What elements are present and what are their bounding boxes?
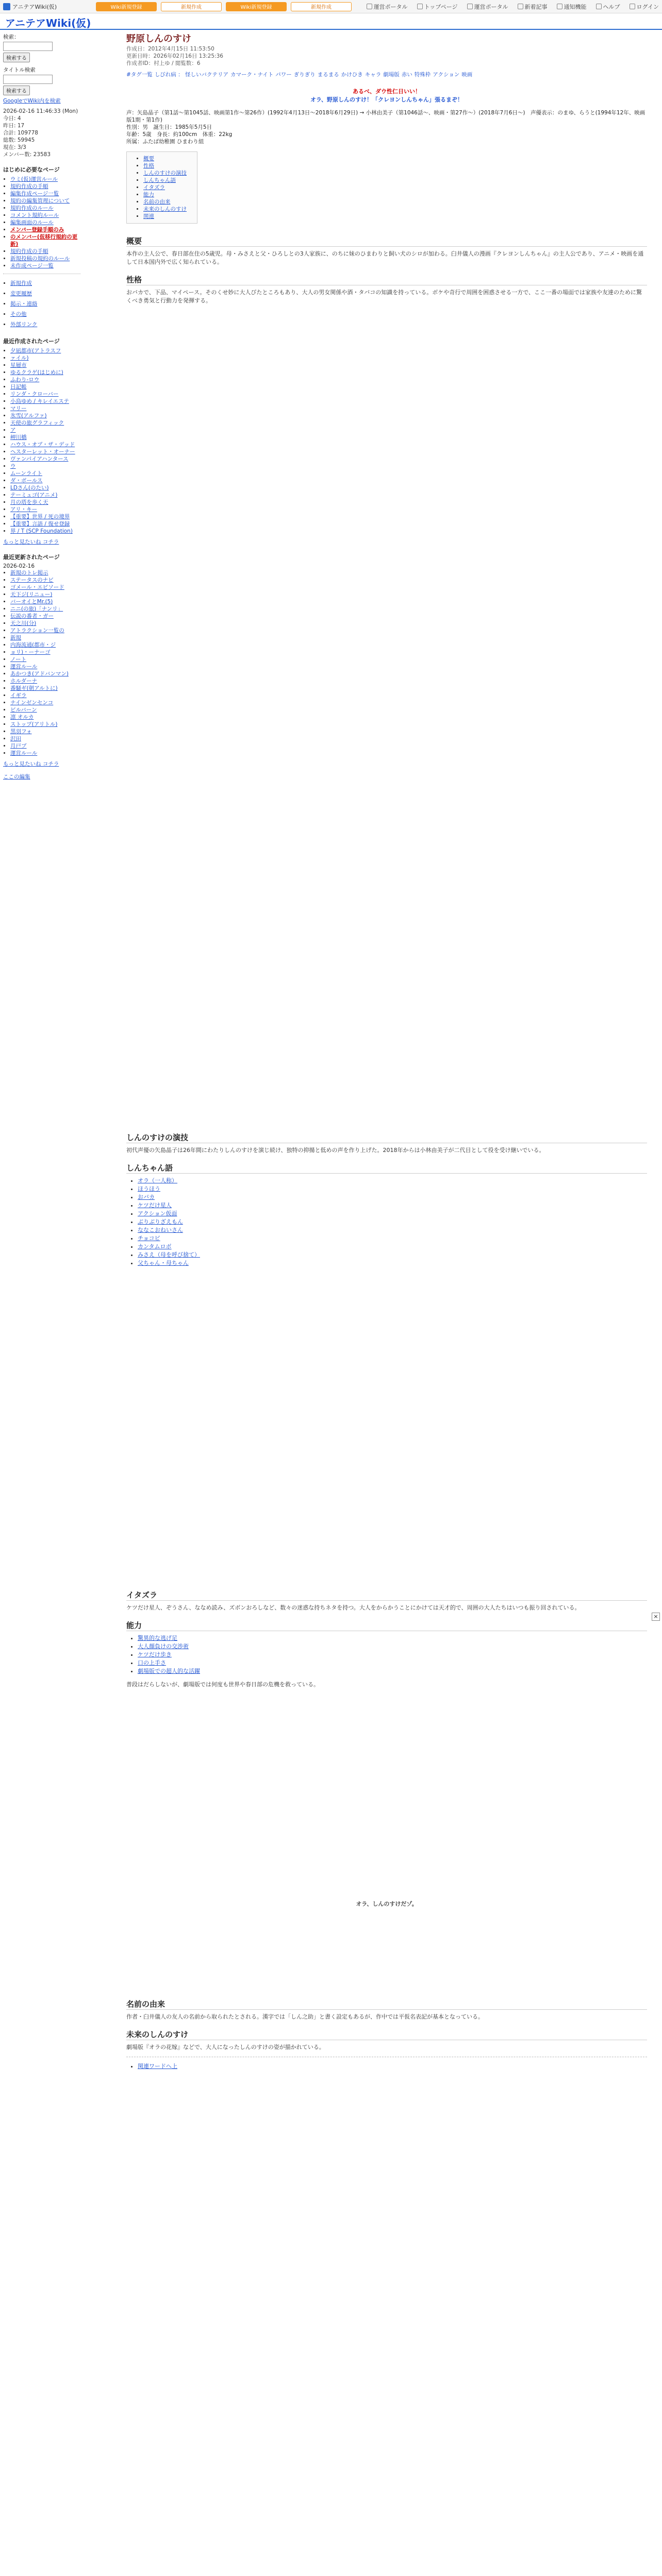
- menu-list: [3, 278, 80, 330]
- recent-created-list: [3, 347, 80, 535]
- notice-blue: オラ、野原しんのすけ！「クレヨンしんちゃん」張るまぞ！: [310, 96, 464, 103]
- section-heading-personality: 性格: [126, 276, 647, 285]
- recent-updated-link[interactable]: 運営ルール: [10, 664, 38, 670]
- portal-icon: [467, 4, 473, 9]
- lang-item[interactable]: おバカ: [138, 1194, 155, 1200]
- side-heading-recent-created: 最近作成されたページ: [3, 338, 60, 345]
- more-recent-updated-link[interactable]: もっと見たいね コチラ: [3, 761, 59, 767]
- lang-item[interactable]: 父ちゃん・母ちゃん: [138, 1260, 189, 1266]
- character-info: [126, 109, 647, 145]
- tag-link[interactable]: アクション: [433, 72, 460, 78]
- section-heading-lang: しんちゃん語: [126, 1164, 647, 1174]
- body-spacer-2: [126, 1273, 647, 1582]
- recent-updated-link[interactable]: 天之川(分): [10, 620, 37, 626]
- tag-link[interactable]: 映画: [461, 72, 473, 78]
- ability-item[interactable]: ケツだけ歩き: [138, 1651, 172, 1658]
- recent-updated-link[interactable]: ゴメール・エピソード: [10, 584, 64, 590]
- recent-updated-link[interactable]: 沢田: [10, 736, 21, 742]
- stat-date: 2026-02-16 11:46:33 (Mon): [3, 108, 78, 114]
- recent-created-link[interactable]: ゆるクラゲ(はじめに): [10, 369, 63, 376]
- tag-link[interactable]: #タグ一覧: [126, 72, 153, 78]
- nav-new[interactable]: 新着記事: [518, 3, 548, 11]
- promo-create-button-2[interactable]: 新規作成: [291, 2, 352, 11]
- prank-text: ケツだけ星人、ぞうさん、ななめ読み、ズボンおろしなど、数々の迷惑な持ちネタを持つ。大人をからかうことにかけては天才的で、周囲の大人たちはいつも振り回されている。: [126, 1604, 581, 1611]
- section-heading-overview: 概要: [126, 237, 647, 247]
- section-heading-name: 名前の由来: [126, 2000, 647, 2010]
- body-spacer-3: [126, 1694, 647, 1890]
- tag-link[interactable]: 赤い: [401, 72, 412, 78]
- start-link[interactable]: コメント規約ルール: [10, 212, 59, 218]
- tag-link[interactable]: まるまる: [317, 72, 339, 78]
- recent-created-link[interactable]: 夕凪都市(アトラスフ: [10, 348, 61, 354]
- recent-created-link[interactable]: ハウス・オブ・ザ・デッド: [10, 442, 75, 448]
- nav-top[interactable]: トップページ: [417, 3, 458, 11]
- stat-today: 今日: 4: [3, 115, 21, 122]
- recent-updated-link[interactable]: バーオイとMr.(5): [10, 599, 53, 605]
- recent-created-link[interactable]: 【重要】世界 / 死の境界: [10, 514, 70, 520]
- tag-link[interactable]: パワー: [275, 72, 292, 78]
- nav-portal[interactable]: 運営ポータル: [367, 3, 408, 11]
- recent-created-link[interactable]: 月の塔を歩く天: [10, 499, 48, 505]
- recent-updated-link[interactable]: ョリ)・ーナーゴ: [10, 649, 51, 655]
- toc-link[interactable]: 性格: [143, 163, 154, 169]
- tag-list: [126, 71, 647, 78]
- toc-link[interactable]: しんのすけの演技: [143, 170, 187, 176]
- more-recent-created-link[interactable]: もっと見たいね コチラ: [3, 539, 59, 545]
- created-date: 作成日：2012年4月15日 11:53:50: [126, 46, 214, 52]
- start-link[interactable]: 新規投稿の規約のルール: [10, 256, 70, 262]
- recent-created-link[interactable]: 氷雪(アルファ): [10, 413, 47, 419]
- toc-link[interactable]: 未来のしんのすけ: [143, 206, 187, 212]
- recent-date: 2026-02-16: [3, 563, 35, 569]
- start-link[interactable]: 規約作成の手順: [10, 183, 48, 190]
- promo-signup-button[interactable]: Wiki新規登録: [96, 2, 157, 11]
- start-link[interactable]: 編集作成ページ一覧: [10, 191, 59, 197]
- search-label: 検索：: [3, 34, 20, 40]
- portal-icon: [367, 4, 372, 9]
- voice-actor-info: 声：矢島晶子（第1話～第1045話、映画第1作～第26作）(1992年4月13日～2018年6月29日) → 小林由美子（第1046話～、映画・第27作～）(2018年7月6日～) 声優表示：のまゆ、らうと(1994年12年、映画版1期・第1作): [126, 110, 646, 123]
- section-heading-acting: しんのすけの演技: [126, 1133, 647, 1143]
- recent-updated-link[interactable]: 内海流通(都市・ジ: [10, 642, 56, 648]
- recent-updated-list: [3, 569, 80, 757]
- recent-updated-link[interactable]: 新規のトレ掲示: [10, 570, 48, 576]
- start-link-important[interactable]: のメンバー(仮移行規約の更新): [10, 234, 78, 247]
- lang-item[interactable]: ほうほう: [138, 1185, 160, 1192]
- brand-name: アニテアWiki(仮): [12, 3, 57, 10]
- lang-item[interactable]: カンタムロボ: [138, 1243, 172, 1250]
- top-bar: [0, 0, 662, 13]
- toc-link[interactable]: 概要: [143, 156, 154, 162]
- overview-text: 本作の主人公で、春日部在住の5歳児。母・みさえと父・ひろしとの3人家族に、のちに妹のひまわりと飼い犬のシロが加わる。臼井儀人の漫画『クレヨンしんちゃん』の主人公であり、アニメ・映画を通して日本国内外で広く知られている。: [126, 250, 644, 265]
- recent-created-link[interactable]: 天使の旅グラフィック: [10, 420, 64, 426]
- recent-created-link[interactable]: 岬川橋: [10, 434, 27, 440]
- recent-created-link[interactable]: ふわり-ロウ: [10, 377, 40, 383]
- menu-item-board[interactable]: 掲示・連絡: [10, 301, 38, 307]
- recent-updated-link[interactable]: ニニ(の旅)「ナンリ」: [10, 606, 63, 612]
- google-search-link[interactable]: GoogleでWiki内を検索: [3, 98, 61, 104]
- start-link[interactable]: 未作成ページ一覧: [10, 263, 54, 269]
- recent-created-link[interactable]: 小鳥ゆめ / キレイエステ: [10, 398, 69, 404]
- site-title[interactable]: アニテアWiki(仮): [0, 13, 662, 30]
- recent-created-link[interactable]: ヴァンパイアハンタース: [10, 456, 69, 462]
- title-search-label: タイトル検索: [3, 67, 36, 73]
- nav-help[interactable]: ヘルプ: [596, 3, 620, 11]
- ability-item[interactable]: 大人顔負けの交渉術: [138, 1643, 189, 1650]
- ability-item[interactable]: 驚異的な逃げ足: [138, 1635, 177, 1641]
- tag-link[interactable]: しびれ病 ： 怪しいバクテリア: [154, 72, 228, 78]
- start-link[interactable]: ウミ(仮)運営ルール: [10, 176, 58, 182]
- recent-updated-link[interactable]: ナインゼンセンコ: [10, 700, 54, 706]
- affiliation: 所属：ふたば幼稚園 ひまわり組: [126, 139, 204, 145]
- nav-login[interactable]: ログイン: [630, 3, 659, 11]
- title-search-button[interactable]: 検索する: [3, 86, 30, 95]
- name-text: 作者・臼井儀人の友人の名前から取られたとされる。漢字では「しん之助」と書く設定もあるが、作中では平仮名表記が基本となっている。: [126, 2013, 484, 2020]
- future-text: 劇場版『オラの花嫁』などで、大人になったしんのすけの姿が描かれている。: [126, 2044, 325, 2050]
- recent-created-link[interactable]: アリ・キー: [10, 506, 38, 513]
- recent-created-link[interactable]: ダ・ボールス: [10, 478, 43, 484]
- start-link-important[interactable]: メンバー登録手順のみ: [10, 227, 64, 233]
- recent-updated-link[interactable]: あかつき(アドバンマン): [10, 671, 69, 677]
- nav-notify[interactable]: 通知機能: [557, 3, 587, 11]
- recent-updated-link[interactable]: 月戸ブ: [10, 743, 27, 749]
- recent-created-link[interactable]: リンダ・クローバー: [10, 391, 59, 397]
- recent-updated-link[interactable]: イギラ: [10, 692, 27, 699]
- lang-item[interactable]: ななこおねいさん: [138, 1227, 183, 1233]
- recent-created-link[interactable]: 日記帳: [10, 384, 27, 390]
- lang-list: [126, 1177, 647, 1267]
- start-link[interactable]: 規約作成のルール: [10, 205, 54, 211]
- table-of-contents: [126, 151, 197, 224]
- lang-item[interactable]: オラ（一人称）: [138, 1177, 177, 1184]
- notice-red: あるべ、ダウ性仁日いい！: [353, 88, 421, 95]
- promo-create-button[interactable]: 新規作成: [161, 2, 222, 11]
- side-heading-start: はじめに必要なページ: [3, 166, 60, 173]
- tag-link[interactable]: 劇場版: [383, 72, 400, 78]
- body-spacer-4: [126, 1919, 647, 1991]
- ability-item[interactable]: 劇場版での超人的な活躍: [138, 1668, 200, 1674]
- recent-updated-link[interactable]: ビルバーン: [10, 707, 37, 713]
- recent-created-link[interactable]: テーミュゴ(アニメ): [10, 492, 58, 498]
- brand[interactable]: [3, 3, 91, 11]
- menu-item-other[interactable]: その他: [10, 311, 27, 317]
- side-heading-recent-updated: 最近更新されたページ: [3, 554, 60, 561]
- stat-total: 合計: 109778: [3, 130, 38, 136]
- recent-updated-link[interactable]: ノート: [10, 656, 27, 663]
- intro-notice: [232, 88, 541, 104]
- recent-created-link[interactable]: LDさん(のたい): [10, 485, 49, 491]
- stat-members: メンバー数: 23583: [3, 151, 51, 158]
- stat-pages: 総数: 59945: [3, 137, 35, 143]
- tag-link[interactable]: カマーク・ナイト: [230, 72, 274, 78]
- edit-this-link[interactable]: ここの編集: [3, 774, 30, 780]
- tag-link[interactable]: 特殊枠: [414, 72, 431, 78]
- user-icon: [630, 4, 635, 9]
- page-meta: [126, 45, 647, 67]
- recent-created-link[interactable]: マリー: [10, 405, 27, 412]
- recent-updated-link[interactable]: ストップ(アリトル): [10, 721, 58, 727]
- new-icon: [518, 4, 523, 9]
- age-height: 年齢：5歳 身長：約100cm 体重：22kg: [126, 131, 233, 138]
- home-icon: [417, 4, 423, 9]
- body-spacer: [126, 310, 647, 1124]
- start-link[interactable]: 編集画面のルール: [10, 219, 54, 226]
- menu-item-external[interactable]: 外部リンク: [10, 321, 38, 328]
- acting-text: 初代声優の矢島晶子は26年間にわたりしんのすけを演じ続け、独特の抑揚と低めの声を作り上げた。2018年からは小林由美子が二代目として役を受け継いでいる。: [126, 1147, 545, 1154]
- title-search-input[interactable]: [3, 75, 53, 84]
- stat-online: 現在: 3/3: [3, 144, 26, 150]
- recent-created-link[interactable]: 【重要】言語 / 復せ登録: [10, 521, 70, 527]
- promo-buttons: [96, 2, 352, 11]
- ability-note: 普段はだらしないが、劇場版では何度も世界や春日部の危機を救っている。: [126, 1681, 319, 1688]
- close-icon[interactable]: ×: [652, 1613, 660, 1621]
- section-heading-prank: イタズラ: [126, 1591, 647, 1601]
- page-title: 野原しんのすけ: [126, 33, 191, 44]
- lang-item[interactable]: みさえ（母を呼び捨て）: [138, 1251, 200, 1258]
- related-link[interactable]: 関連ワードへ上: [138, 2063, 177, 2070]
- ability-item[interactable]: 口の上手さ: [138, 1659, 166, 1666]
- recent-updated-link[interactable]: アトラクション一覧の: [10, 628, 64, 634]
- start-link[interactable]: 規約の編集管理について: [10, 198, 70, 204]
- search-input[interactable]: [3, 42, 53, 51]
- sidebar: [3, 31, 80, 781]
- recent-updated-link[interactable]: 運営ルール: [10, 750, 38, 756]
- ability-list: [126, 1634, 647, 1675]
- section-heading-ability: 能力: [126, 1621, 647, 1631]
- lang-item[interactable]: ケツだけ星人: [138, 1202, 172, 1209]
- recent-created-link[interactable]: ムーンライト: [10, 470, 42, 477]
- recent-created-link[interactable]: ァイル): [10, 355, 29, 361]
- menu-item-history[interactable]: 変更履歴: [10, 291, 32, 297]
- toc-link[interactable]: 名前の由来: [143, 199, 171, 205]
- wiki-logo-icon: [3, 3, 10, 10]
- site-stats: [3, 108, 80, 158]
- start-pages-list: [3, 176, 80, 269]
- menu-item-create[interactable]: 新規作成: [10, 280, 32, 286]
- top-nav: [367, 3, 659, 11]
- recent-updated-link[interactable]: ステータスのナビ: [10, 577, 54, 583]
- recent-updated-link[interactable]: 黒羽フォ: [10, 728, 32, 735]
- tag-link[interactable]: キャラ: [365, 72, 382, 78]
- nav-portal-2[interactable]: 運営ポータル: [467, 3, 508, 11]
- lang-item[interactable]: チョコビ: [138, 1235, 160, 1242]
- lang-item[interactable]: アクション仮面: [138, 1210, 177, 1217]
- bell-icon: [557, 4, 562, 9]
- main-content: [126, 31, 647, 2076]
- search-button[interactable]: 検索する: [3, 53, 30, 62]
- section-heading-future: 未来のしんのすけ: [126, 2030, 647, 2040]
- toc-link[interactable]: イタズラ: [143, 184, 165, 191]
- recent-updated-link[interactable]: ホルダーナ: [10, 678, 38, 684]
- recent-created-link[interactable]: 星層市: [10, 362, 27, 368]
- tag-link[interactable]: ぎりぎり: [293, 72, 316, 78]
- personality-text: おバカで、下品、マイペース。そのくせ妙に大人びたところもあり、大人の男女関係や酒・タバコの知識を持っている。ボケや奇行で周囲を困惑させる一方で、ここ一番の場面では家族や友達のために驚くべき勇気と行動力を発揮する。: [126, 289, 642, 304]
- updated-date: 更新日時：2026年02月16日 13:25:36: [126, 53, 223, 59]
- toc-link[interactable]: 関連: [143, 213, 154, 219]
- lang-item[interactable]: ぶりぶりざえもん: [138, 1218, 183, 1225]
- toc-link[interactable]: しんちゃん語: [143, 177, 176, 183]
- recent-updated-link[interactable]: 伝説の番者・ガー: [10, 613, 54, 619]
- tag-link[interactable]: かけひき: [341, 72, 363, 78]
- stat-yesterday: 昨日: 17: [3, 123, 25, 129]
- author-info: 作成者ID：村上ゆ / 閲覧数：6: [126, 60, 201, 66]
- recent-updated-link[interactable]: 番騒ギ(朝アルトに): [10, 685, 58, 691]
- recent-created-link[interactable]: ウ: [10, 463, 16, 469]
- toc-link[interactable]: 能力: [143, 192, 154, 198]
- recent-created-link[interactable]: ヘスターレット・オーナー: [10, 449, 75, 455]
- recent-created-link[interactable]: ア: [10, 427, 16, 433]
- help-icon: [596, 4, 602, 9]
- promo-signup-button-2[interactable]: Wiki新規登録: [226, 2, 287, 11]
- recent-updated-link[interactable]: 凛 オルカ: [10, 714, 34, 720]
- start-link[interactable]: 規約作成の手順: [10, 248, 48, 255]
- gender-birthday: 性別：男 誕生日：1985年5月5日: [126, 124, 212, 130]
- recent-created-link[interactable]: 界 / T (SCP Foundation): [10, 528, 73, 534]
- quote: オラ、しんのすけだゾ。: [356, 1901, 418, 1907]
- recent-updated-link[interactable]: 新規: [10, 635, 21, 641]
- recent-updated-link[interactable]: 天下ジ(リニュー): [10, 591, 53, 598]
